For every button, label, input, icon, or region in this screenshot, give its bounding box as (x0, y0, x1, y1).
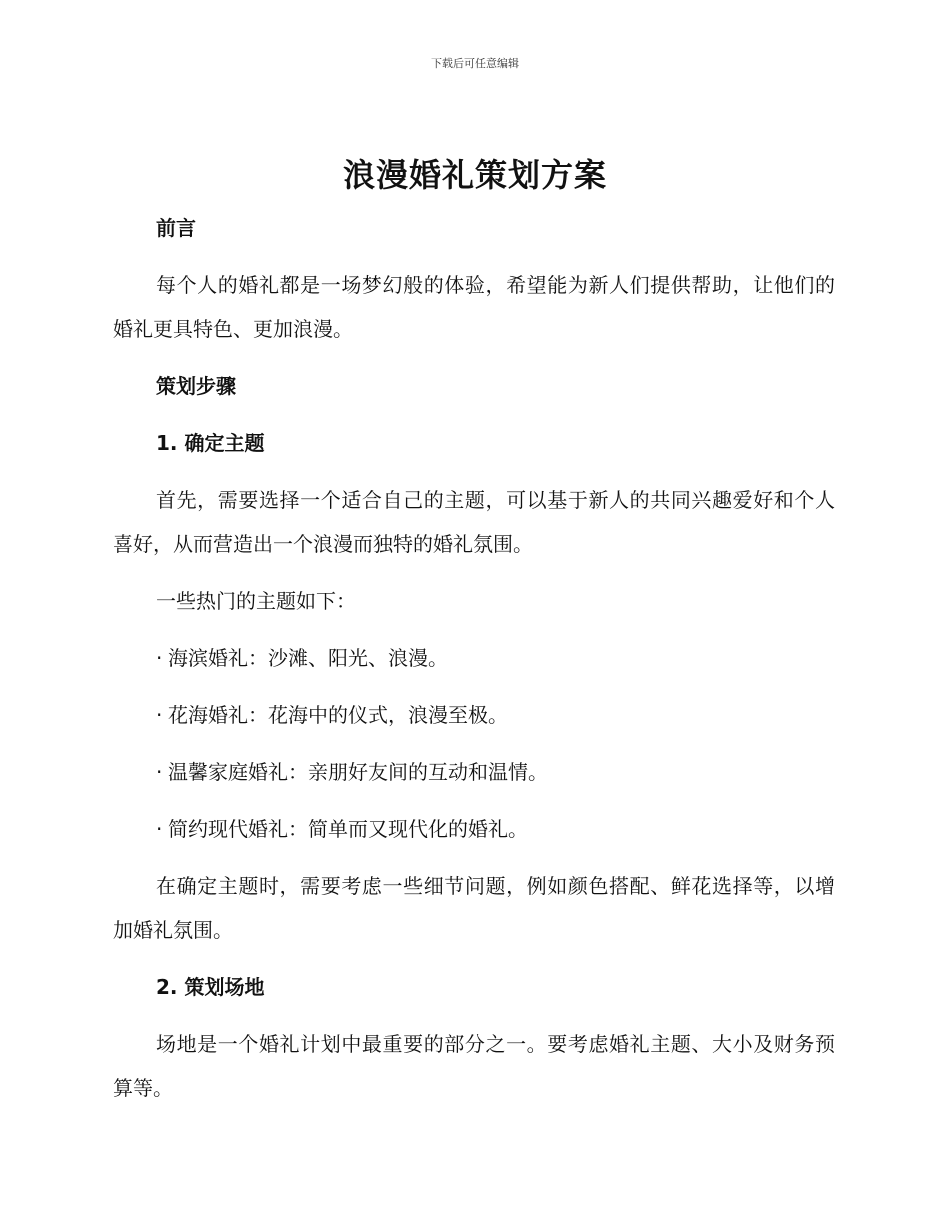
bullet-icon: · (156, 703, 163, 727)
bullet-icon: · (156, 817, 163, 841)
theme-text: 海滨婚礼：沙滩、阳光、浪漫。 (168, 646, 448, 670)
step2-paragraph: 场地是一个婚礼计划中最重要的部分之一。要考虑婚礼主题、大小及财务预算等。 (113, 1032, 835, 1100)
bullet-icon: · (156, 646, 163, 670)
steps-heading: 策划步骤 (156, 374, 236, 398)
theme-list-item (113, 750, 835, 794)
themes-intro: 一些热门的主题如下： (156, 589, 356, 613)
theme-list-item (113, 807, 835, 851)
step1-paragraph: 首先，需要选择一个适合自己的主题，可以基于新人的共同兴趣爱好和个人喜好，从而营造出一个浪漫而独特的婚礼氛围。 (113, 488, 835, 556)
theme-text: 简约现代婚礼：简单而又现代化的婚礼。 (168, 817, 528, 841)
theme-list-item (113, 693, 835, 737)
theme-text: 花海婚礼：花海中的仪式，浪漫至极。 (168, 703, 508, 727)
step1-detail-paragraph: 在确定主题时，需要考虑一些细节问题，例如颜色搭配、鲜花选择等，以增加婚礼氛围。 (113, 874, 835, 942)
theme-list-item (113, 636, 835, 680)
theme-text: 温馨家庭婚礼：亲朋好友间的互动和温情。 (168, 760, 548, 784)
bullet-icon: · (156, 760, 163, 784)
header-note: 下载后可任意编辑 (431, 57, 519, 70)
preface-paragraph: 每个人的婚礼都是一场梦幻般的体验，希望能为新人们提供帮助，让他们的婚礼更具特色、更加浪漫。 (113, 273, 835, 341)
document-body (113, 206, 835, 1123)
document-title: 浪漫婚礼策划方案 (342, 156, 607, 194)
preface-heading: 前言 (156, 216, 196, 240)
step2-heading: 2. 策划场地 (156, 975, 265, 999)
step1-heading: 1. 确定主题 (156, 431, 265, 455)
